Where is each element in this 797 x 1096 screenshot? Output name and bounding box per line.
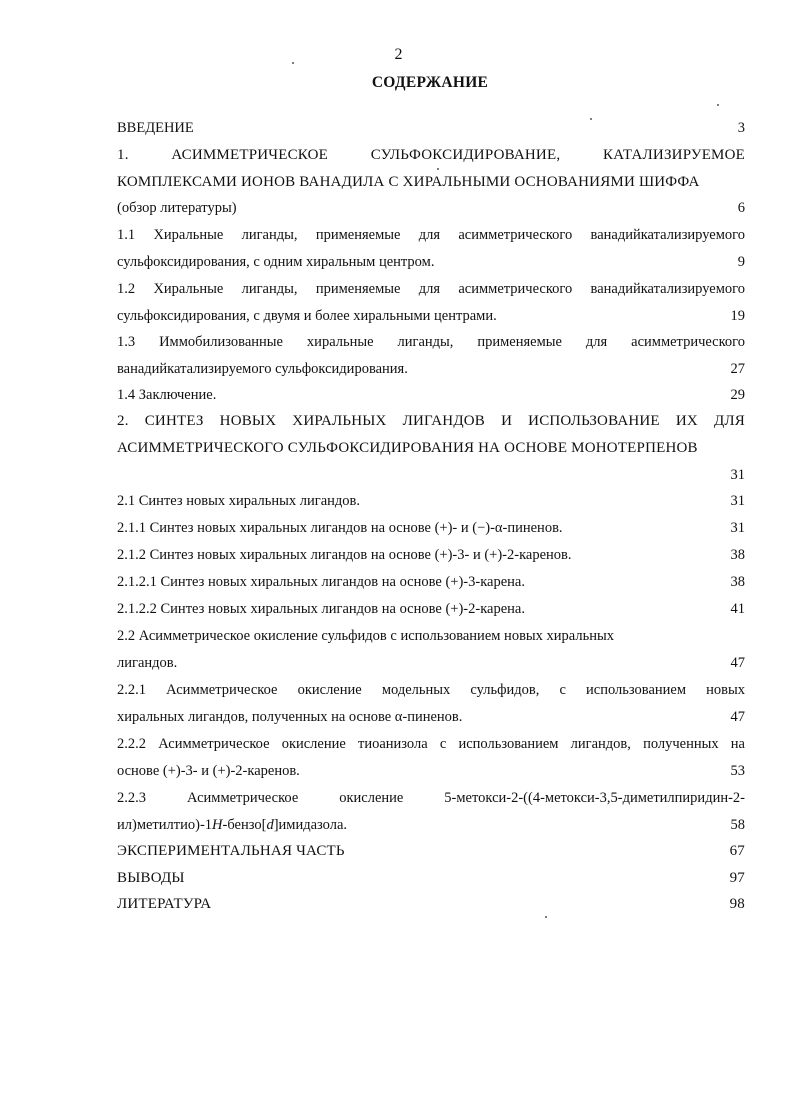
toc-entry-chapter-1-line-1: 1. АСИММЕТРИЧЕСКОЕ СУЛЬФОКСИДИРОВАНИЕ, КАТАЛИЗИРУЕМОЕ <box>117 147 745 163</box>
toc-entry-text: 2.1 Синтез новых хиральных лигандов. <box>117 493 361 509</box>
toc-entry-2-2-2-line-2 <box>117 763 745 780</box>
italic-fragment: d <box>266 817 274 833</box>
toc-page-number: 6 <box>737 200 745 216</box>
toc-entry-2-1-2 <box>117 547 745 564</box>
toc-entry-1-1-line-2 <box>117 254 745 271</box>
scan-speck <box>437 168 439 170</box>
toc-entry-text: ВВЕДЕНИЕ <box>117 120 194 136</box>
toc-entry-literature <box>117 896 745 913</box>
text-fragment: -бензо[ <box>222 817 267 833</box>
toc-page-number: 53 <box>730 763 745 779</box>
toc-entry-text: 1.4 Заключение. <box>117 387 217 403</box>
toc-entry-2-2-line-2 <box>117 655 745 672</box>
toc-page-number: 97 <box>729 870 745 886</box>
toc-entry-1-4 <box>117 387 745 404</box>
toc-entry-2-1-2-1 <box>117 574 745 591</box>
toc-entry-text: хиральных лигандов, полученных на основе α-пиненов. <box>117 709 463 725</box>
page-title: СОДЕРЖАНИЕ <box>371 74 489 91</box>
toc-page-number: 47 <box>730 709 745 725</box>
toc-page-number: 31 <box>730 520 745 536</box>
toc-page-number: 19 <box>730 308 745 324</box>
toc-entry-1-1-line-1: 1.1 Хиральные лиганды, применяемые для асимметрического ванадийкатализируемого <box>117 227 745 243</box>
toc-page-number: 29 <box>730 387 745 403</box>
scan-speck <box>545 916 547 918</box>
toc-page-number: 41 <box>730 601 745 617</box>
toc-entry-2-2-1-line-1: 2.2.1 Асимметрическое окисление модельных сульфидов, с использованием новых <box>117 682 745 698</box>
toc-page-number: 98 <box>729 896 745 912</box>
toc-page-number: 9 <box>737 254 745 270</box>
text-fragment: ил)метилтио)-1 <box>117 817 213 833</box>
toc-page-number: 47 <box>730 655 745 671</box>
toc-entry-text: ванадийкатализируемого сульфоксидирования. <box>117 361 408 377</box>
toc-entry-1-3-line-2 <box>117 361 745 378</box>
toc-entry-chapter-1-line-3 <box>117 200 745 217</box>
toc-entry-2-2-3-line-2 <box>117 817 745 834</box>
toc-entry-experimental <box>117 843 745 860</box>
toc-page-number: 27 <box>730 361 745 377</box>
toc-entry-2-2-3-line-1: 2.2.3 Асимметрическое окисление 5-метокси-2-((4-метокси-3,5-диметилпиридин-2- <box>117 790 745 806</box>
toc-entry-2-1-1 <box>117 520 745 537</box>
toc-page-number: 67 <box>729 843 745 859</box>
toc-entry-text: 2.1.2 Синтез новых хиральных лигандов на основе (+)-3- и (+)-2-каренов. <box>117 547 572 563</box>
toc-entry-text: лигандов. <box>117 655 178 671</box>
toc-entry-chapter-2-line-2: АСИММЕТРИЧЕСКОГО СУЛЬФОКСИДИРОВАНИЯ НА ОСНОВЕ МОНОТЕРПЕНОВ <box>117 440 698 456</box>
toc-entry-chapter-1-line-2: КОМПЛЕКСАМИ ИОНОВ ВАНАДИЛА С ХИРАЛЬНЫМИ ОСНОВАНИЯМИ ШИФФА <box>117 174 700 190</box>
toc-entry-chapter-2-line-1: 2. СИНТЕЗ НОВЫХ ХИРАЛЬНЫХ ЛИГАНДОВ И ИСПОЛЬЗОВАНИЕ ИХ ДЛЯ <box>117 413 745 429</box>
text-fragment: ]имидазола. <box>273 817 348 833</box>
toc-entry-text: ЭКСПЕРИМЕНТАЛЬНАЯ ЧАСТЬ <box>117 843 345 859</box>
toc-entry-conclusions <box>117 870 745 887</box>
toc-entry-intro <box>117 120 745 137</box>
toc-entry-2-2-line-1: 2.2 Асимметрическое окисление сульфидов с использованием новых хиральных <box>117 628 614 644</box>
toc-entry-text: (обзор литературы) <box>117 200 237 216</box>
toc-page-number: 38 <box>730 574 745 590</box>
page-number: 2 <box>394 46 403 63</box>
toc-page-number: 3 <box>737 120 745 136</box>
toc-entry-text: ВЫВОДЫ <box>117 870 185 886</box>
toc-entry-1-2-line-2 <box>117 308 745 325</box>
toc-page-number: 31 <box>730 493 745 509</box>
italic-fragment: H <box>212 817 223 833</box>
scan-speck <box>292 62 294 64</box>
toc-entry-text: 2.1.2.2 Синтез новых хиральных лигандов на основе (+)-2-карена. <box>117 601 525 617</box>
toc-entry-text: 2.1.2.1 Синтез новых хиральных лигандов на основе (+)-3-карена. <box>117 574 525 590</box>
toc-entry-2-1 <box>117 493 745 510</box>
scan-speck <box>717 104 719 106</box>
toc-page-number: 38 <box>730 547 745 563</box>
toc-page-number: 31 <box>730 467 745 483</box>
toc-entry-text: ЛИТЕРАТУРА <box>117 896 212 912</box>
toc-entry-text: 2.1.1 Синтез новых хиральных лигандов на основе (+)- и (−)-α-пиненов. <box>117 520 563 536</box>
toc-page-number: 58 <box>730 817 745 833</box>
toc-entry-2-2-2-line-1: 2.2.2 Асимметрическое окисление тиоанизола с использованием лигандов, полученных на <box>117 736 745 752</box>
toc-entry-1-2-line-1: 1.2 Хиральные лиганды, применяемые для асимметрического ванадийкатализируемого <box>117 281 745 297</box>
toc-entry-text: сульфоксидирования, с одним хиральным центром. <box>117 254 435 270</box>
toc-entry-text: сульфоксидирования, с двумя и более хиральными центрами. <box>117 308 497 324</box>
toc-entry-text: основе (+)-3- и (+)-2-каренов. <box>117 763 300 779</box>
toc-entry-2-1-2-2 <box>117 601 745 618</box>
toc-entry-text <box>117 817 347 833</box>
toc-entry-2-2-1-line-2 <box>117 709 745 726</box>
toc-entry-1-3-line-1: 1.3 Иммобилизованные хиральные лиганды, применяемые для асимметрического <box>117 334 745 350</box>
